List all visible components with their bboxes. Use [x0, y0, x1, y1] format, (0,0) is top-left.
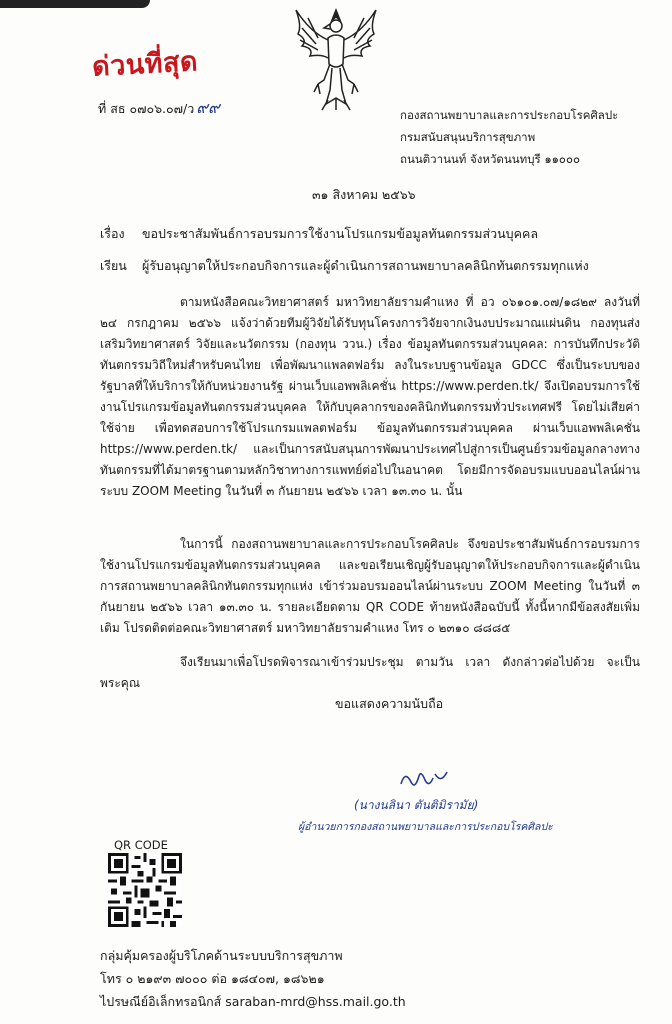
- recipient-line: [100, 256, 589, 276]
- date-month-year: สิงหาคม ๒๕๖๖: [332, 187, 416, 202]
- sender-address-line: ถนนติวานนท์ จังหวัดนนทบุรี ๑๑๐๐๐: [400, 152, 580, 166]
- footer-email: ไปรษณีย์อิเล็กทรอนิกส์ saraban-mrd@hss.mail.go.th: [100, 994, 406, 1009]
- letter-date: [312, 185, 416, 205]
- subject-line: [100, 224, 538, 244]
- recipient-label: เรียน: [100, 258, 127, 273]
- scan-edge-mark: [0, 0, 150, 8]
- footer-division: กลุ่มคุ้มครองผู้บริโภคด้านระบบบริการสุขภาพ: [100, 948, 343, 963]
- body-paragraph-3: จึงเรียนมาเพื่อโปรดพิจารณาเข้าร่วมประชุม ตามวัน เวลา ดังกล่าวต่อไปด้วย จะเป็นพระคุณ: [100, 655, 640, 690]
- urgency-stamp: ด่วนที่สุด: [91, 46, 199, 83]
- recipient-text: ผู้รับอนุญาตให้ประกอบกิจการและผู้ดำเนินการสถานพยาบาลคลินิกทันตกรรมทุกแห่ง: [142, 258, 589, 273]
- handwritten-signature-icon: [395, 766, 455, 792]
- footer-phone: โทร ๐ ๒๑๙๓ ๗๐๐๐ ต่อ ๑๘๔๐๗, ๑๘๖๒๑: [100, 971, 325, 986]
- sender-address-line: กรมสนับสนุนบริการสุขภาพ: [400, 130, 536, 144]
- body-paragraph-1: ตามหนังสือคณะวิทยาศาสตร์ มหาวิทยาลัยรามคำแหง ที่ อว ๐๖๑๐๑.๐๗/๑๘๒๙ ลงวันที่ ๒๔ กรกฎาคม ๒๕๖๖ แจ้งว่าด้วยทีมผู้วิจัยได้รับทุนโครงการวิจัยจากเงินงบประมาณแผ่นดิน กองทุนส่งเสริมวิทยาศาสตร์ วิจัยและนวัตกรรม (กองทุน ววน.) เรื่อง ข้อมูลทันตกรรมส่วนบุคคล: การบันทึกประวัติทันตกรรมวิถีใหม่สำหรับคนไทย เพื่อพัฒนาแพลตฟอร์ม ลงในระบบฐานข้อมูล GDCC ซึ่งเป็นระบบของรัฐบาลที่ให้บริการให้กับหน่วยงานรัฐ ผ่านเว็บแอพพลิเคชั่น https://www.perden.tk/ จึงเปิดอบรมการใช้งานโปรแกรมข้อมูลทันตกรรมส่วนบุคคล ให้กับบุคลากรของคลินิกทันตกรรมทั่วประเทศฟรี โดยไม่เสียค่าใช้จ่าย เพื่อทดสอบการใช้โปรแกรมแพลตฟอร์ม ข้อมูลทันตกรรมส่วนบุคคล ผ่านเว็บแอพพลิเคชั่น https://www.perden.tk/ และเป็นการสนับสนุนการพัฒนาประเทศไปสู่การเป็นศูนย์รวมข้อมูลกลางทางทันตกรรมที่ได้มาตรฐานตามหลักวิชาทางการแพทย์ต่อไปในอนาคต โดยมีการจัดอบรมแบบออนไลน์ผ่านระบบ ZOOM Meeting ในวันที่ ๓ กันยายน ๒๕๖๖ เวลา ๑๓.๓๐ น. นั้น: [100, 295, 640, 498]
- signatory-position: ผู้อำนวยการกองสถานพยาบาลและการประกอบโรคศิลปะ: [298, 821, 553, 833]
- signatory-name: (นางนลินา ตันติมิรามัย): [354, 798, 479, 812]
- qr-code-label: QR CODE: [114, 838, 168, 852]
- subject-text: ขอประชาสัมพันธ์การอบรมการใช้งานโปรแกรมข้อมูลทันตกรรมส่วนบุคคล: [142, 226, 538, 241]
- date-day: ๓๑: [312, 187, 329, 202]
- sender-address-line: กองสถานพยาบาลและการประกอบโรคศิลปะ: [400, 108, 619, 122]
- qr-code-icon[interactable]: [108, 853, 182, 927]
- closing-phrase: ขอแสดงความนับถือ: [335, 696, 444, 711]
- garuda-emblem-icon: [288, 4, 384, 112]
- subject-label: เรื่อง: [100, 226, 125, 241]
- document-number: [98, 96, 220, 121]
- document-number-handwritten: ๙๙: [196, 98, 220, 117]
- contact-footer: [100, 944, 406, 1013]
- body-paragraph-2: ในการนี้ กองสถานพยาบาลและการประกอบโรคศิลปะ จึงขอประชาสัมพันธ์การอบรมการใช้งานโปรแกรมข้อมูลทันตกรรมส่วนบุคคล และขอเรียนเชิญผู้รับอนุญาตให้ประกอบกิจการและผู้ดำเนินการสถานพยาบาลคลินิกทันตกรรมทุกแห่ง เข้าร่วมอบรมออนไลน์ผ่านระบบ ZOOM Meeting ในวันที่ ๓ กันยายน ๒๕๖๖ เวลา ๑๓.๓๐ น. รายละเอียดตาม QR CODE ท้ายหนังสือฉบับนี้ ทั้งนี้หากมีข้อสงสัยเพิ่มเติม โปรดติดต่อคณะวิทยาศาสตร์ มหาวิทยาลัยรามคำแหง โทร ๐ ๒๓๑๐ ๘๘๘๕: [100, 537, 640, 635]
- document-number-prefix: ที่ สธ ๐๗๐๖.๐๗/ว: [98, 101, 195, 116]
- sender-address: [400, 104, 618, 170]
